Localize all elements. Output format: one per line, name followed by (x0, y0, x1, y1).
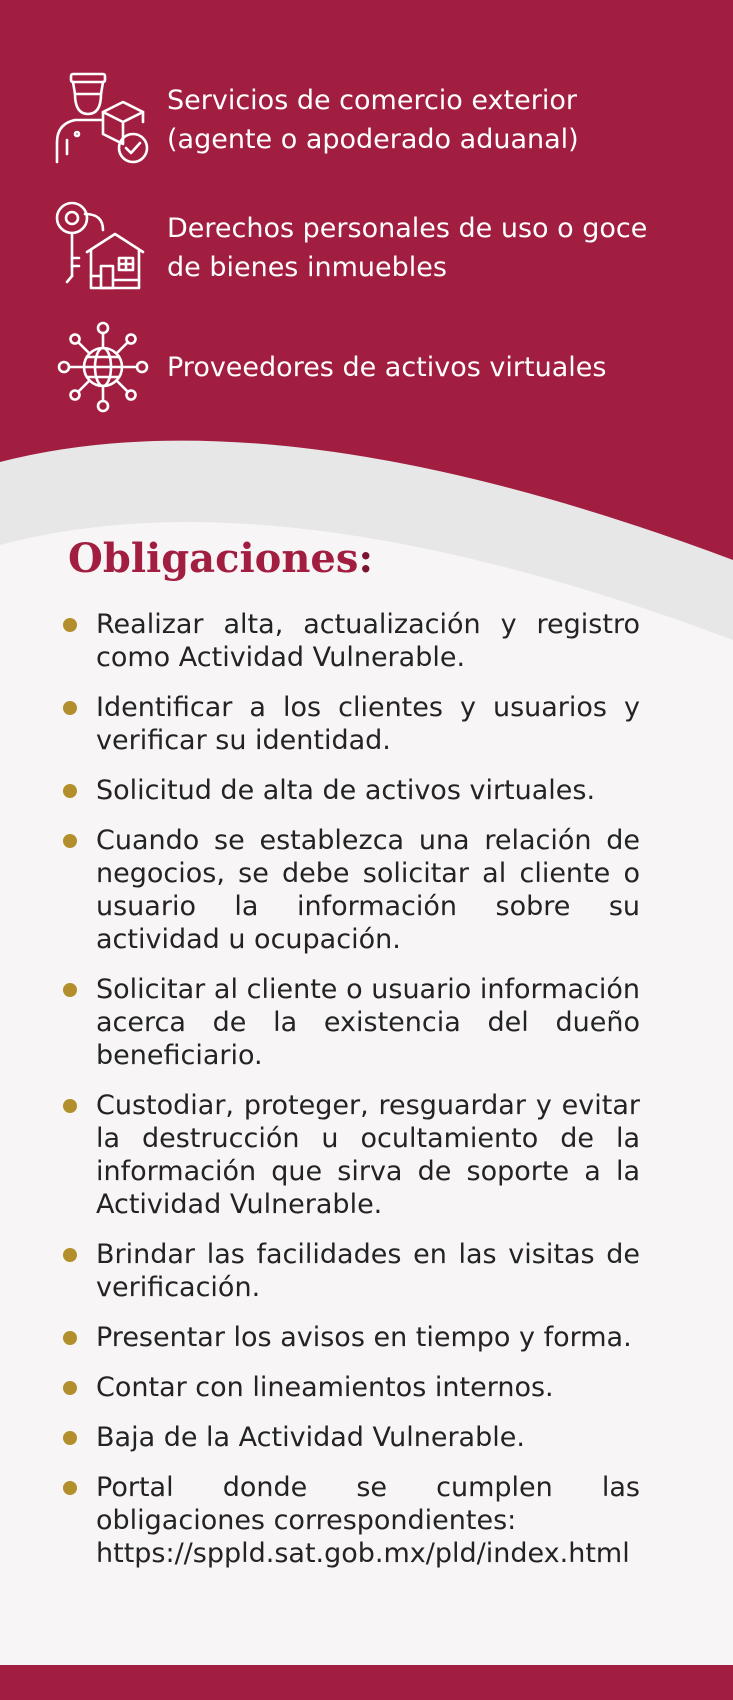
virtual-assets-globe-icon (55, 319, 151, 415)
service-label (167, 81, 579, 159)
obligation-item (56, 973, 640, 1072)
bullet-dot (63, 618, 77, 632)
obligation-item (56, 1238, 640, 1304)
service-real-estate-rights (55, 200, 695, 296)
bullet-dot (63, 701, 77, 715)
obligations-title (68, 535, 373, 582)
key-house-icon (55, 200, 151, 296)
obligation-text: Presentar los avisos en tiempo y forma. (96, 1322, 632, 1353)
obligation-text: Solicitar al cliente o usuario información acerca de la existencia del dueño beneficiario. (96, 974, 640, 1071)
obligations-title-colon: : (358, 535, 374, 582)
bullet-dot (63, 1431, 77, 1445)
obligation-text: Cuando se establezca una relación de negocios, se debe solicitar al cliente o usuario la información sobre su actividad u ocupación. (96, 825, 640, 955)
service-label-line: de bienes inmuebles (167, 252, 447, 283)
bullet-dot (63, 784, 77, 798)
obligation-item (56, 1089, 640, 1221)
bullet-dot (63, 983, 77, 997)
obligation-text: Realizar alta, actualización y registro como Actividad Vulnerable. (96, 609, 640, 673)
footer-bar (0, 1665, 733, 1700)
service-virtual-assets (55, 319, 695, 415)
obligation-item (56, 1321, 640, 1354)
bullet-dot (63, 1381, 77, 1395)
obligation-item-portal (56, 1471, 640, 1570)
customs-agent-icon (55, 72, 151, 168)
service-label-line: Proveedores de activos virtuales (167, 351, 607, 383)
service-label-line: (agente o apoderado aduanal) (167, 124, 579, 155)
service-label-line: Derechos personales de uso o goce (167, 213, 648, 244)
bullet-dot (63, 1481, 77, 1495)
bullet-dot (63, 1099, 77, 1113)
obligation-text: Contar con lineamientos internos. (96, 1372, 554, 1403)
obligation-text: Identificar a los clientes y usuarios y verificar su identidad. (96, 692, 640, 756)
obligation-item (56, 774, 640, 807)
obligation-item (56, 1421, 640, 1454)
service-label (167, 209, 647, 287)
bullet-dot (63, 1331, 77, 1345)
portal-url-link[interactable]: https://sppld.sat.gob.mx/pld/index.html (96, 1538, 630, 1569)
obligations-list (56, 608, 640, 1587)
portal-text: Portal donde se cumplen las obligaciones correspondientes: (96, 1472, 640, 1536)
obligation-text: Brindar las facilidades en las visitas de verificación. (96, 1239, 640, 1303)
bullet-dot (63, 1248, 77, 1262)
obligation-item (56, 691, 640, 757)
obligations-title-text: Obligaciones (68, 535, 359, 582)
service-label (167, 348, 606, 387)
obligation-text: Solicitud de alta de activos virtuales. (96, 775, 596, 806)
service-label-line: Servicios de comercio exterior (167, 85, 577, 116)
obligation-item (56, 608, 640, 674)
obligation-text: Baja de la Actividad Vulnerable. (96, 1422, 525, 1453)
obligation-text: Custodiar, proteger, resguardar y evitar la destrucción u ocultamiento de la información que sirva de soporte a la Actividad Vulnerable. (96, 1090, 640, 1220)
obligation-item (56, 1371, 640, 1404)
bullet-dot (63, 834, 77, 848)
obligation-item (56, 824, 640, 956)
service-customs (55, 72, 695, 168)
